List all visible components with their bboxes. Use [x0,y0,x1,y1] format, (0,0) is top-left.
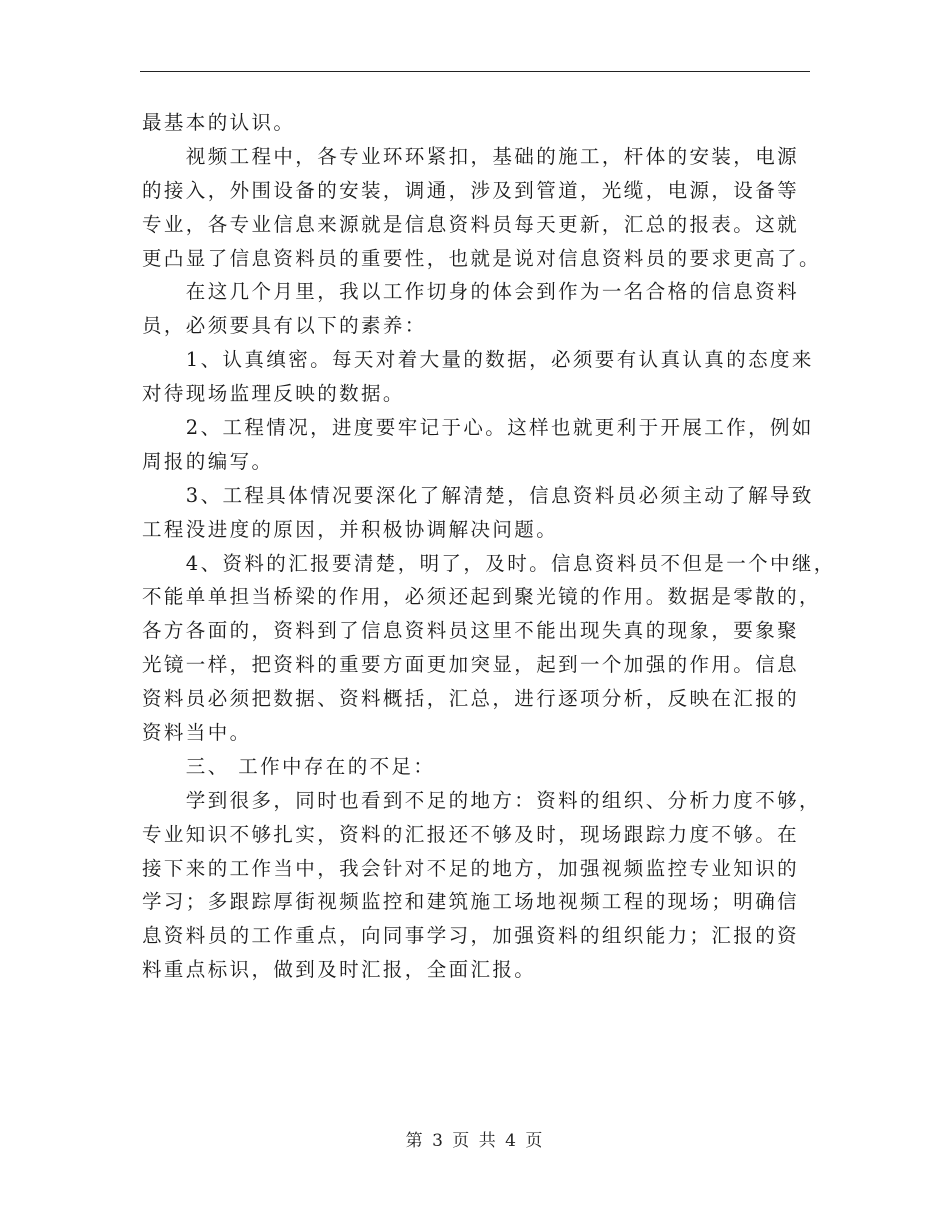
text-line: 学到很多，同时也看到不足的地方：资料的组织、分析力度不够， [185,788,821,812]
text-line: 光镜一样，把资料的重要方面更加突显，起到一个加强的作用。信息 [142,653,800,677]
section-heading: 三、 工作中存在的不足： [185,754,436,778]
header-rule [140,71,810,72]
text-line: 对待现场监理反映的数据。 [142,382,405,406]
text-line: 2、工程情况，进度要牢记于心。这样也就更利于开展工作，例如 [185,416,814,440]
text-line: 3、工程具体情况要深化了解清楚，信息资料员必须主动了解导致 [185,483,814,507]
text-line: 学习；多跟踪厚街视频监控和建筑施工场地视频工程的现场；明确信 [142,890,800,914]
text-line: 专业，各专业信息来源就是信息资料员每天更新，汇总的报表。这就 [142,212,800,236]
text-line: 专业知识不够扎实，资料的汇报还不够及时，现场跟踪力度不够。在 [142,822,800,846]
document-body [142,106,836,987]
text-line: 不能单单担当桥梁的作用，必须还起到聚光镜的作用。数据是零散的， [142,585,821,609]
text-line: 工程没进度的原因，并积极协调解决问题。 [142,517,559,541]
text-line: 息资料员的工作重点，向同事学习，加强资料的组织能力；汇报的资 [142,924,800,948]
text-line: 料重点标识，做到及时汇报，全面汇报。 [142,958,537,982]
text-line: 员，必须要具有以下的素养： [142,314,427,338]
text-line: 在这几个月里，我以工作切身的体会到作为一名合格的信息资料 [185,280,799,304]
text-line: 各方各面的，资料到了信息资料员这里不能出现失真的现象，要象聚 [142,619,800,643]
text-line: 4、资料的汇报要清楚，明了，及时。信息资料员不但是一个中继， [185,551,836,575]
text-line: 资料当中。 [142,721,252,745]
text-line: 1、认真缜密。每天对着大量的数据，必须要有认真认真的态度来 [185,348,814,372]
page-number: 第 3 页 共 4 页 [405,1131,545,1151]
text-line: 更凸显了信息资料员的重要性，也就是说对信息资料员的要求更高了。 [142,246,821,270]
text-line: 视频工程中，各专业环环紧扣，基础的施工，杆体的安装，电源 [185,144,799,168]
text-line: 资料员必须把数据、资料概括，汇总，进行逐项分析，反映在汇报的 [142,687,800,711]
text-line: 最基本的认识。 [142,111,296,134]
text-line: 周报的编写。 [142,449,274,473]
text-line: 接下来的工作当中，我会针对不足的地方，加强视频监控专业知识的 [142,856,800,880]
text-line: 的接入，外围设备的安装，调通，涉及到管道，光缆，电源，设备等 [142,178,800,202]
